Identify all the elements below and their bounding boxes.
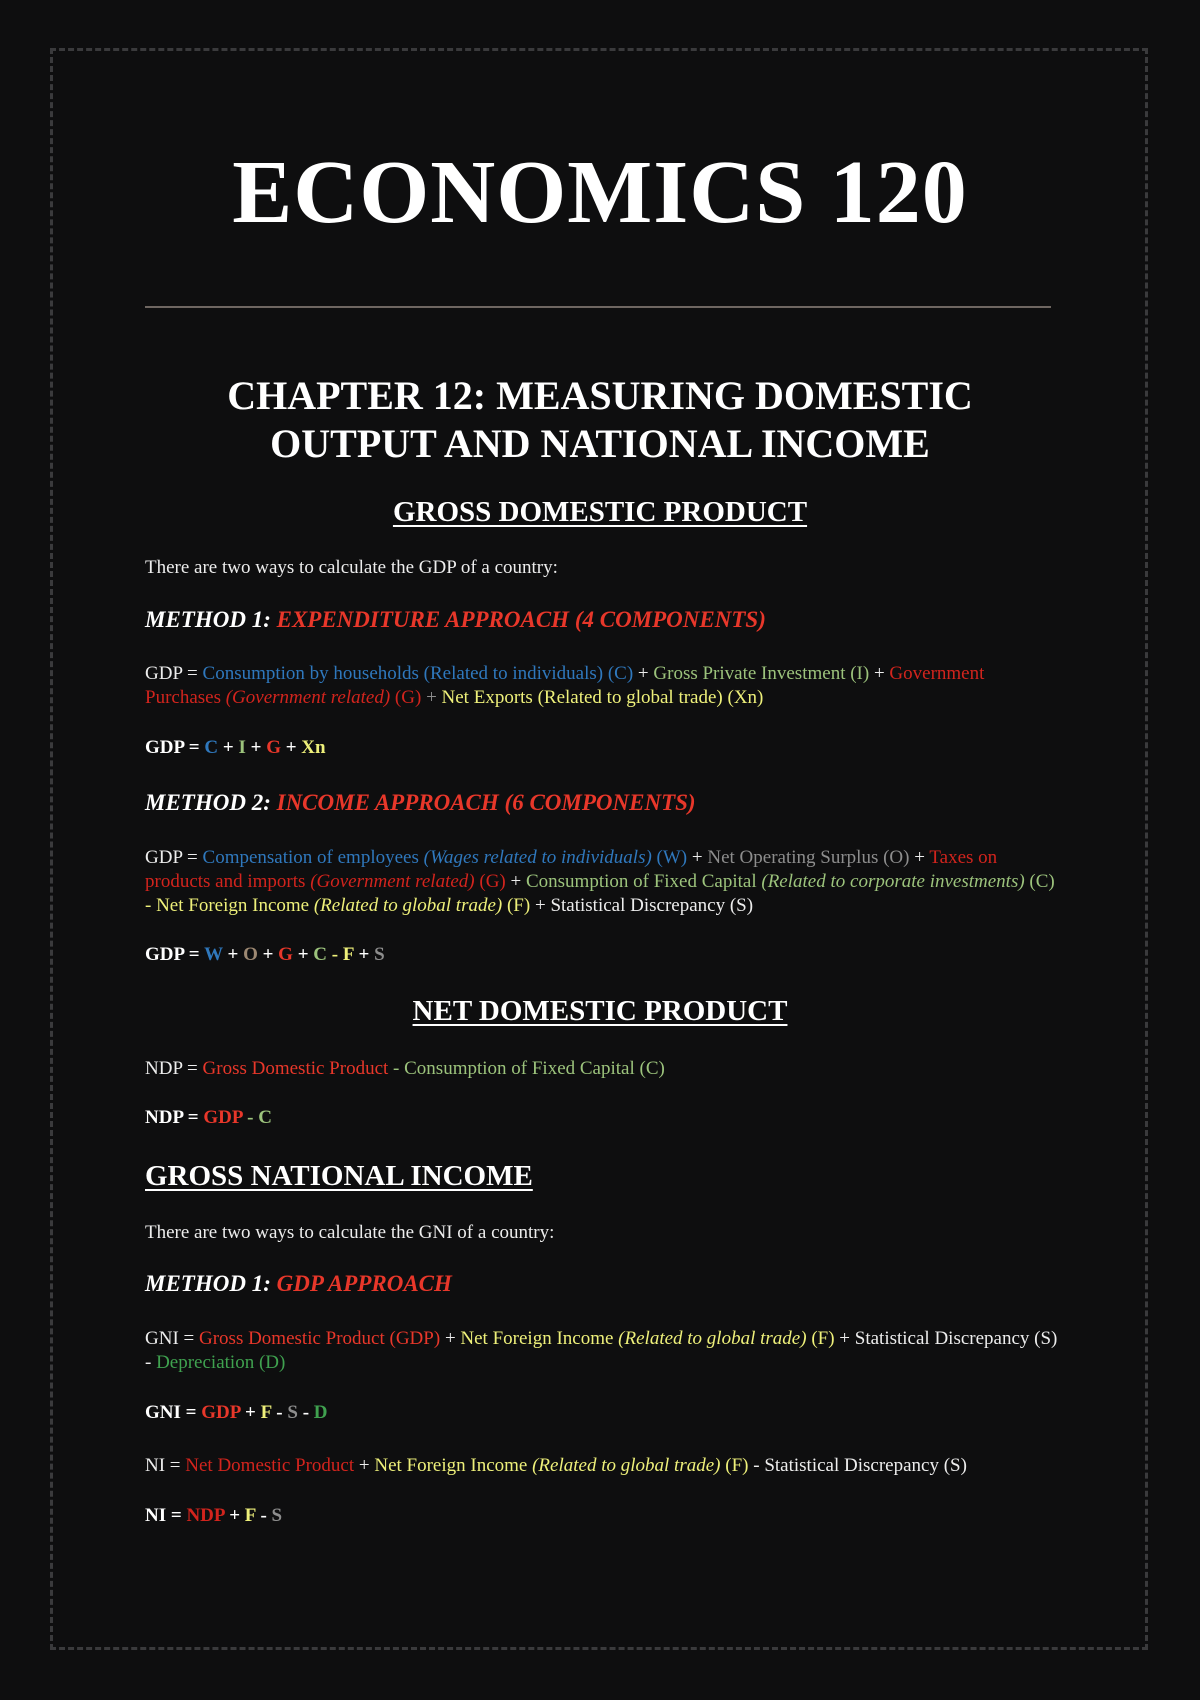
term-c: Consumption by households (Related to individuals) (C): [202, 663, 634, 684]
operator: +: [637, 663, 649, 684]
lhs: GNI =: [145, 1402, 197, 1423]
symbol-w: W: [204, 944, 223, 965]
operator: -: [247, 1107, 254, 1128]
ndp-definition: [145, 1057, 1060, 1081]
document-title: ECONOMICS 120: [232, 143, 968, 242]
term-s: Statistical Discrepancy (S): [764, 1455, 967, 1476]
chapter-heading-line-1: CHAPTER 12: MEASURING DOMESTIC: [227, 373, 973, 418]
symbol-d: D: [313, 1402, 328, 1423]
lhs: NDP =: [145, 1058, 198, 1079]
lhs: NDP =: [145, 1107, 199, 1128]
gni-heading: GROSS NATIONAL INCOME: [145, 1160, 533, 1192]
term-c: Consumption of Fixed Capital (C): [404, 1058, 665, 1079]
term-xn: Net Exports (Related to global trade) (Xn): [441, 687, 764, 708]
gdp-expenditure-formula: [145, 737, 326, 759]
term-g-note: (Government related): [225, 687, 391, 708]
gni-formula: [145, 1402, 328, 1424]
operator: -: [145, 1352, 152, 1373]
operator: +: [229, 1505, 241, 1526]
ni-definition: [145, 1454, 1060, 1478]
title-divider: [145, 306, 1051, 308]
symbol-g: G: [266, 737, 281, 758]
operator: +: [873, 663, 885, 684]
lhs: GNI =: [145, 1328, 195, 1349]
ni-formula: [145, 1505, 282, 1527]
operator: -: [393, 1058, 400, 1079]
symbol-s: S: [271, 1505, 283, 1526]
term-ndp: Net Domestic Product: [185, 1455, 355, 1476]
ndp-formula: [145, 1107, 272, 1129]
operator: +: [285, 737, 297, 758]
term-g: Taxes on products and imports: [145, 847, 998, 892]
term-g-symbol: (G): [394, 687, 422, 708]
symbol-c: C: [313, 944, 328, 965]
term-gdp: Gross Domestic Product: [202, 1058, 389, 1079]
lhs: GDP =: [145, 847, 198, 868]
symbol-xn: Xn: [301, 737, 326, 758]
term-f: Net Foreign Income: [374, 1455, 528, 1476]
operator: +: [250, 737, 262, 758]
symbol-f: F: [244, 1505, 256, 1526]
operator: +: [222, 737, 234, 758]
gdp-heading: GROSS DOMESTIC PRODUCT: [392, 496, 808, 528]
symbol-c: C: [204, 737, 219, 758]
lhs: GDP =: [145, 737, 200, 758]
term-gdp: Gross Domestic Product (GDP): [199, 1328, 441, 1349]
term-f-note: (Related to global trade): [313, 895, 503, 916]
term-g: Government Purchases: [145, 663, 985, 708]
term-c-symbol: (C): [1029, 871, 1055, 892]
operator: -: [302, 1402, 310, 1423]
lhs: NI =: [145, 1505, 182, 1526]
term-f-symbol: (F): [811, 1328, 835, 1349]
symbol-o: O: [243, 944, 258, 965]
method-label: METHOD 2:: [145, 790, 271, 815]
ndp-heading: NET DOMESTIC PRODUCT: [412, 995, 788, 1027]
term-c-note: (Related to corporate investments): [761, 871, 1025, 892]
symbol-g: G: [278, 944, 293, 965]
symbol-gdp: GDP: [203, 1107, 243, 1128]
gdp-income-formula: [145, 944, 385, 966]
method-name: INCOME APPROACH (6 COMPONENTS): [276, 790, 696, 815]
method-name: EXPENDITURE APPROACH (4 COMPONENTS): [276, 607, 766, 632]
term-g-symbol: (G): [479, 871, 506, 892]
operator: +: [444, 1328, 456, 1349]
term-f-note: (Related to global trade): [618, 1328, 807, 1349]
lhs: GDP =: [145, 663, 198, 684]
term-w: Compensation of employees: [202, 847, 419, 868]
method-name: GDP APPROACH: [276, 1271, 452, 1296]
term-f: Net Foreign Income: [156, 895, 310, 916]
operator: +: [245, 1402, 256, 1423]
term-s: Statistical Discrepancy (S): [550, 895, 754, 916]
term-w-note: (Wages related to individuals): [423, 847, 652, 868]
lhs: NI =: [145, 1455, 181, 1476]
operator: +: [426, 687, 437, 708]
term-w-symbol: (W): [656, 847, 688, 868]
term-c: Consumption of Fixed Capital: [525, 871, 757, 892]
operator: +: [914, 847, 925, 868]
symbol-ndp: NDP: [186, 1505, 225, 1526]
term-g-note: (Government related): [310, 871, 475, 892]
term-f-symbol: (F): [506, 895, 531, 916]
term-s: Statistical Discrepancy (S): [854, 1328, 1058, 1349]
gni-gdp-approach-definition: [145, 1327, 1060, 1375]
operator: -: [753, 1455, 760, 1476]
gdp-method-1-heading: [145, 607, 766, 633]
operator: -: [276, 1402, 283, 1423]
method-label: METHOD 1:: [145, 1271, 271, 1296]
operator: +: [358, 1455, 370, 1476]
symbol-i: I: [238, 737, 246, 758]
gdp-method-2-heading: [145, 790, 696, 816]
operator: +: [691, 847, 703, 868]
gdp-expenditure-definition: [145, 662, 1060, 710]
operator: +: [297, 944, 309, 965]
operator: -: [260, 1505, 267, 1526]
symbol-gdp: GDP: [201, 1402, 241, 1423]
operator: -: [331, 944, 339, 965]
symbol-s: S: [374, 944, 385, 965]
symbol-c: C: [258, 1107, 272, 1128]
symbol-f: F: [260, 1402, 272, 1423]
chapter-heading-line-2: OUTPUT AND NATIONAL INCOME: [270, 421, 930, 466]
operator: +: [227, 944, 239, 965]
gni-method-1-heading: [145, 1271, 452, 1297]
gdp-intro: There are two ways to calculate the GDP of a country:: [145, 557, 558, 578]
operator: +: [358, 944, 370, 965]
operator: +: [839, 1328, 851, 1349]
term-d: Depreciation (D): [156, 1352, 286, 1373]
gni-intro: There are two ways to calculate the GNI of a country:: [145, 1222, 555, 1243]
term-o: Net Operating Surplus (O): [707, 847, 910, 868]
chapter-heading: [0, 372, 1200, 468]
term-f-symbol: (F): [725, 1455, 749, 1476]
operator: +: [262, 944, 274, 965]
term-f: Net Foreign Income: [460, 1328, 614, 1349]
operator: +: [510, 871, 522, 892]
symbol-s: S: [287, 1402, 298, 1423]
method-label: METHOD 1:: [145, 607, 271, 632]
operator: -: [145, 895, 152, 916]
term-f-note: (Related to global trade): [532, 1455, 721, 1476]
operator: +: [534, 895, 546, 916]
term-i: Gross Private Investment (I): [653, 663, 870, 684]
symbol-f: F: [342, 944, 354, 965]
gdp-income-definition: [145, 846, 1060, 918]
lhs: GDP =: [145, 944, 200, 965]
